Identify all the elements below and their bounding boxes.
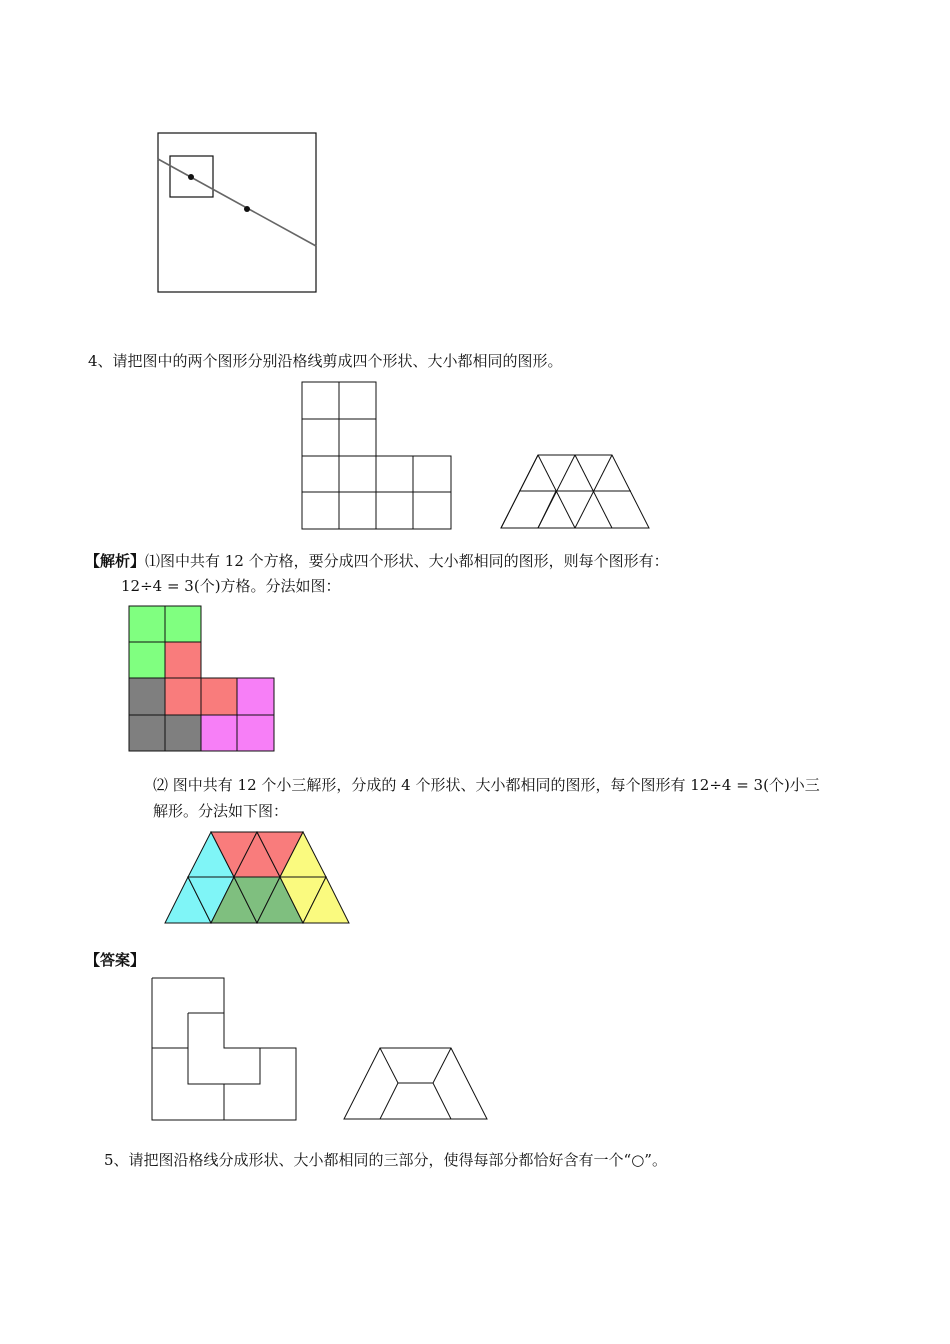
question-4-text: 4、请把图中的两个图形分别沿格线剪成四个形状、大小都相同的图形。: [88, 352, 563, 370]
analysis-tag: 【解析】: [85, 552, 146, 570]
analysis-part1-line1: ⑴图中共有 12 个方格，要分成四个形状、大小都相同的图形，则每个图形有：: [145, 552, 669, 570]
analysis-part2-line1: ⑵ 图中共有 12 个小三解形，分成的 4 个形状、大小都相同的图形，每个图形有 12÷4 = 3(个)小三: [153, 776, 820, 794]
question-5-text: 5、请把图沿格线分成形状、大小都相同的三部分，使得每部分都恰好含有一个“○”。: [104, 1151, 667, 1169]
answer-tag: 【答案】: [85, 951, 146, 969]
analysis-part1-line2: 12÷4 = 3(个)方格。分法如图：: [121, 577, 341, 595]
analysis-part2-line2: 解形。分法如下图：: [153, 802, 289, 820]
